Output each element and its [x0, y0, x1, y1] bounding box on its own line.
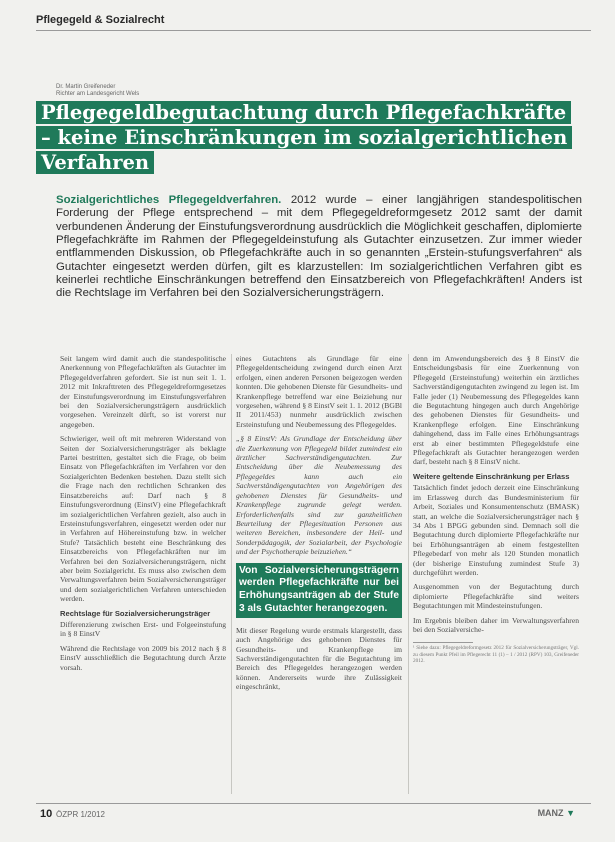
column-divider [408, 354, 409, 794]
title-line-1: Pflegegeldbegutachtung durch Pflegefachkräfte [36, 101, 571, 124]
subheading: Weitere geltende Einschränkung per Erlass [413, 471, 570, 481]
journal-name: ÖZPR 1/2012 [56, 810, 105, 819]
column-divider [231, 354, 232, 794]
paragraph: Schwieriger, weil oft mit mehreren Widerstand von Seiten der Sozialversicherungsträger als beklagte Partei bestritten, gestaltet sich die Frage, ob beim Einsatz von Pflegefachkräften im Verfahren vor den Sozialgerichten Bedenken bestehen. Dazu stellt sich die Frage nach den rechtlichen Schranken des Einsatzbereichs auf: Darf nach § 8 Einstufungsverordnung (EinstV) eine Pflegefachkraft im sozialgerichtlichen Verfahren gezielt, also auch in Ersteinstufungsverfahren, eingesetzt werden oder nur in Verfahren auf Höhereinstufung bzw. in welcher Stufe? Tatsächlich besteht eine Beschränkung des Einsatzbereichs von Pflegefachkräften nur im Verfahren bei den Sozialversicherungsträgern, nicht aber beim Sozialgericht. Es muss also zwischen dem Verwaltungsverfahren beim Sozialversicherungsträger und dem sozialgerichtlichen Verfahren unterschieden werden. [60, 434, 226, 604]
paragraph: denn im Anwendungsbereich des § 8 EinstV die Entscheidungsbasis für eine Zuerkennung von Pflegegeld (Ersteinstufung) weiterhin ein ärztliches Sachverständigengutachten zwingend zu legen ist. Im Falle jeder (1) Neubemessung des Pflegegeldes kann die Begutachtung hingegen auch durch Angehörige des gehobenen Dienstes für Gesundheits- und Krankenpflege erfolgen. Eine Einschränkung dahingehend, dass im Falle eines Erhöhungsantrags erst ab einer bestimmten Pflegegeldstufe eine Pflegefachkraft als Gutachter herangezogen werden darf, besteht nach § 8 EinstV nicht. [413, 354, 579, 467]
author-role: Richter am Landesgericht Wels [56, 91, 140, 97]
footer-rule [36, 803, 591, 804]
paragraph: Mit dieser Regelung wurde erstmals klargestellt, dass auch Angehörige des gehobenen Dienstes für Gesundheits- und Krankenpflege im Sachverständigengutachten für die Begutachtung im Bereich des Pflegegeldes herangezogen werden können. Andererseits wurde ihre Zulässigkeit eingeschränkt, [236, 625, 402, 692]
author-name: Dr. Martin Greifeneder [56, 84, 116, 90]
paragraph: Differenzierung zwischen Erst- und Folgeeinstufung in § 8 EinstV [60, 619, 226, 639]
paragraph: eines Gutachtens als Grundlage für eine Pflegegeldentscheidung zwingend durch einen Arzt erfolgen, einen anderen Personen beigezogen werden konnten. Die gehobenen Dienste für Gesundheits- und Krankenpflege betreffend war eine Beiziehung nur vorgesehen, während § 8 EinstV seit 1. 1. 2012 (BGBl II 2011/453) nunmehr ausdrücklich zwischen Ersteinstufung und Neubemessung des Pflegegeldes. [236, 354, 402, 429]
paragraph: Im Ergebnis bleiben daher im Verwaltungsverfahren bei den Sozialversiche- [413, 615, 579, 634]
legal-quote: „§ 8 EinstV: Als Grundlage der Entscheidung über die Zuerkennung von Pflegegeld bildet zumindest ein ärztlicher Sachverständigengutachten. Zur Entscheidung über die Neubemessung des Pflegegeldes kann auch ein Sachverständigengutachten von Angehörigen des gehobenen Dienstes für Gesundheits- und Krankenpflege zugrunde gelegt werden. Erforderlichenfalls sind zur ganzheitlichen Beurteilung der Pflegesituation Personen aus weiteren Bereichen, insbesondere der Heil- und Sonderpädagogik, der Sozialarbeit, der Psychologie und der Psychotherapie beizuziehen.“ [236, 434, 402, 557]
body-column-1 [60, 354, 226, 677]
lead-kicker: Sozialgerichtliches Pflegegeldverfahren. [56, 194, 282, 206]
publisher-mark-icon: ▼ [566, 808, 575, 818]
publisher-name: MANZ [537, 808, 564, 818]
header-rule [36, 30, 591, 31]
section-tag: Pflegegeld & Sozialrecht [36, 14, 165, 26]
footnote: ¹ Siehe dazu: Pflegegeldreformgesetz 2012 für Sozialversicherungsträger, Vgl. zu diesem Punkt Pfeil im Pflegerecht 11 (1) – 1 / 2012 (RPV) 103, Greifeneder 2012. [413, 645, 579, 664]
paragraph: Ausgenommen von der Begutachtung durch diplomierte Pflegefachkräfte sind weiters Begutachtungen mit Mindesteinstufungen. [413, 582, 579, 611]
author-info [56, 84, 139, 98]
page-number: 10 [40, 808, 53, 820]
title-line-2: – keine Einschränkungen im sozialgerichtlichen [36, 126, 572, 149]
paragraph: Seit langem wird damit auch die standespolitische Anerkennung von Pflegefachkräften als Gutachter im Pflegegeldverfahren gefordert. Sie ist nun seit 1. 1. 2012 mit Inkrafttreten des Pflegegeldreformgesetzes der Einstufungsverordnung im Einstufungsverfahren bei den Sozialversicherungsträgern ausdrücklich vorgesehen. Vereinzelt dürft, so ist vorerst nur angegeben. [60, 354, 226, 429]
subheading: Rechtslage für Sozialversicherungsträger [60, 608, 211, 618]
lead-text: 2012 wurde – einer langjährigen standespolitischen Forderung der Pflege entsprechend – mit dem Pflegegeldreformgesetz 2012 samt der damit verbundenen Änderung der Einstufungsverordnung ausdrücklich die Möglichkeit geschaffen, diplomierte Pflegefachkräfte im Rahmen der Pflegegeldeinstufung als Gutachter einzusetzen. Zur immer wieder entflammenden Diskussion, ob Pflegefachkräfte auch in so genannten „Erstein-stufungsverfahren“ als Gutachter eingesetzt werden dürfen, gilt es klarzustellen: Im sozialgerichtlichen Verfahren gibt es keinerlei rechtliche Einschränkungen betreffend den Einsatzbereich von Pflegefachkräften! Anders ist die Rechtslage im Verfahren bei den Sozialversicherungsträgern. [56, 194, 583, 300]
lead-paragraph [56, 194, 582, 301]
title-line-3: Verfahren [36, 151, 154, 174]
footnote-rule [413, 642, 473, 643]
publisher-logo [538, 808, 575, 818]
paragraph: Während die Rechtslage von 2009 bis 2012 nach § 8 EinstV ausschließlich die Begutachtung durch Ärzte vorsah. [60, 643, 226, 672]
body-column-3 [413, 354, 579, 664]
body-column-2 [236, 354, 402, 697]
pull-quote: Von Sozialversicherungsträgern werden Pflegefachkräfte nur bei Erhöhungsanträgen ab der Stufe 3 als Gutachter herangezogen. [236, 563, 402, 618]
paragraph: Tatsächlich findet jedoch derzeit eine Einschränkung im Erlassweg durch das Bundesministerium für Arbeit, Soziales und Konsumentenschutz (BMASK) statt, an welche die Sozialversicherungsträger nach § 34 Abs 1 BPGG gebunden sind. Demnach soll die Begutachtung durch diplomierte Pflegefachkräfte nur bei Erhöhungsanträgen ab einem festgestellten Pflegebedarf von mehr als 120 Stunden monatlich (der bisherige Einstufung zumindest Stufe 3) durchgeführt werden. [413, 483, 579, 577]
article-title [36, 101, 594, 176]
